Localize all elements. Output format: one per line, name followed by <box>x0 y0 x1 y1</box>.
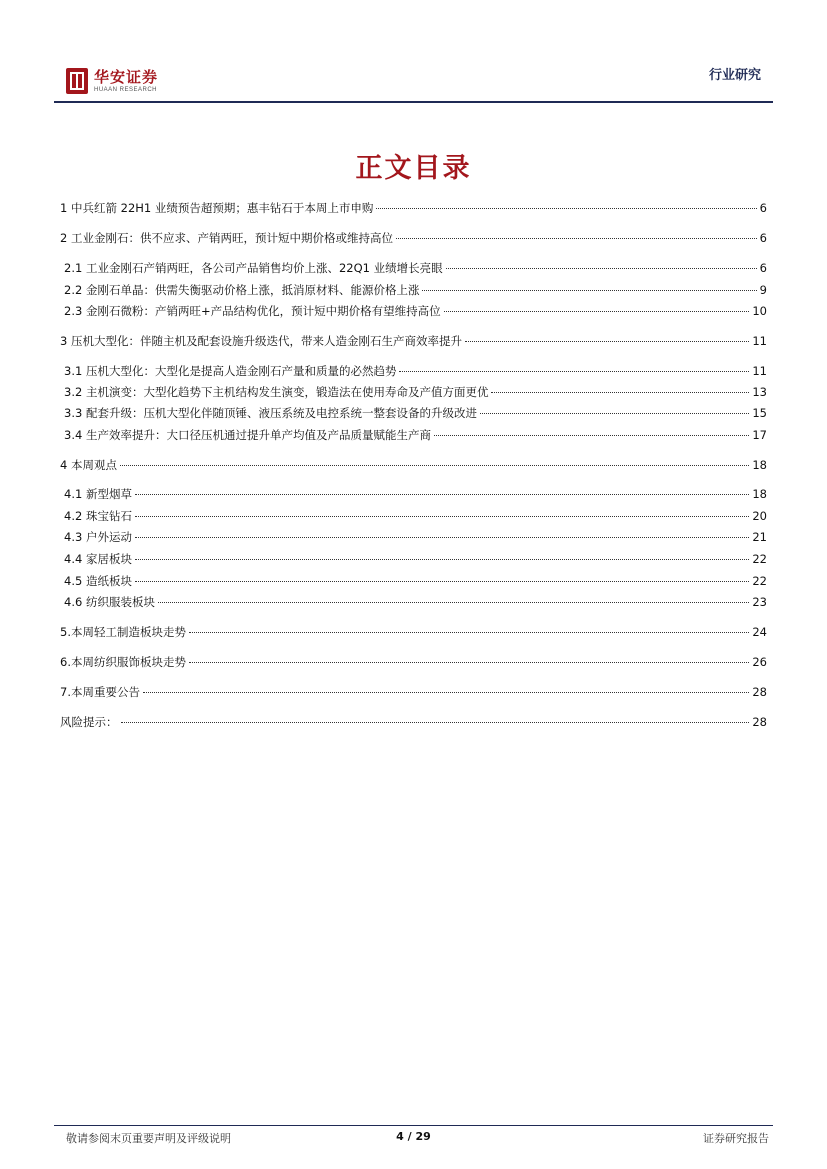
toc-entry[interactable] <box>60 333 767 349</box>
toc-entry-label: 3.3 配套升级：压机大型化伴随顶锤、液压系统及电控系统一整套设备的升级改进 <box>64 406 477 420</box>
toc-entry-page: 24 <box>752 625 767 639</box>
toc-entry-page: 22 <box>752 552 767 566</box>
toc-entry[interactable] <box>64 551 767 567</box>
toc-entry[interactable] <box>64 405 767 421</box>
toc-entry-page: 17 <box>752 428 767 442</box>
toc-entry-label: 4.2 珠宝钻石 <box>64 509 132 523</box>
toc-entry-page: 20 <box>752 509 767 523</box>
toc-entry[interactable] <box>64 427 767 443</box>
toc-entry-page: 6 <box>759 231 767 245</box>
footer-disclaimer: 敬请参阅末页重要声明及评级说明 <box>66 1132 231 1145</box>
toc-entry-page: 28 <box>752 715 767 729</box>
toc-entry[interactable] <box>64 260 767 276</box>
toc-entry[interactable] <box>64 573 767 589</box>
header-divider <box>54 101 773 103</box>
toc-entry-label: 4.5 造纸板块 <box>64 574 132 588</box>
toc-entry[interactable] <box>64 384 767 400</box>
report-category: 行业研究 <box>708 68 761 83</box>
toc-entry-label: 2.1 工业金刚石产销两旺，各公司产品销售均价上涨、22Q1 业绩增长亮眼 <box>64 261 443 275</box>
logo-seal-icon <box>66 68 88 94</box>
company-logo <box>66 66 226 100</box>
toc-entry-page: 11 <box>752 364 767 378</box>
toc-entry[interactable] <box>60 684 767 700</box>
toc-entry[interactable] <box>64 303 767 319</box>
toc-entry[interactable] <box>64 363 767 379</box>
toc-entry-page: 6 <box>759 201 767 215</box>
toc-entry-page: 11 <box>752 334 767 348</box>
toc-entry-page: 18 <box>752 487 767 501</box>
toc-entry-label: 3.2 主机演变：大型化趋势下主机结构发生演变，锻造法在使用寿命及产值方面更优 <box>64 385 489 399</box>
toc-entry[interactable] <box>64 594 767 610</box>
toc-entry[interactable] <box>60 624 767 640</box>
toc-entry[interactable] <box>64 282 767 298</box>
toc-entry-page: 9 <box>759 283 767 297</box>
page-number: 4 / 29 <box>396 1130 431 1143</box>
toc-entry-label: 3.4 生产效率提升：大口径压机通过提升单产均值及产品质量赋能生产商 <box>64 428 431 442</box>
toc-entry-page: 18 <box>752 458 767 472</box>
toc-entry-page: 10 <box>752 304 767 318</box>
toc-entry-page: 28 <box>752 685 767 699</box>
toc-entry-label: 5.本周轻工制造板块走势 <box>60 625 186 639</box>
toc-entry-page: 22 <box>752 574 767 588</box>
footer-doc-type: 证券研究报告 <box>703 1132 769 1145</box>
toc-entry[interactable] <box>64 486 767 502</box>
logo-cn-text: 华安证券 <box>94 68 159 86</box>
toc-entry-label: 6.本周纺织服饰板块走势 <box>60 655 186 669</box>
toc-entry-label: 2.2 金刚石单晶：供需失衡驱动价格上涨，抵消原材料、能源价格上涨 <box>64 283 420 297</box>
toc-entry-page: 23 <box>752 595 767 609</box>
toc-entry-label: 3 压机大型化：伴随主机及配套设施升级迭代，带来人造金刚石生产商效率提升 <box>60 334 462 348</box>
toc-entry[interactable] <box>60 200 767 216</box>
toc-entry-page: 21 <box>752 530 767 544</box>
toc-entry[interactable] <box>60 230 767 246</box>
toc-entry[interactable] <box>60 654 767 670</box>
logo-en-text: HUAAN RESEARCH <box>94 87 158 93</box>
toc-entry-page: 26 <box>752 655 767 669</box>
toc-entry-label: 4.1 新型烟草 <box>64 487 132 501</box>
toc-entry[interactable] <box>64 529 767 545</box>
toc-entry-label: 4.3 户外运动 <box>64 530 132 544</box>
toc-entry[interactable] <box>60 714 767 730</box>
footer-divider <box>54 1125 773 1126</box>
toc-entry-label: 4 本周观点 <box>60 458 117 472</box>
toc-entry-label: 1 中兵红箭 22H1 业绩预告超预期；惠丰钻石于本周上市申购 <box>60 201 374 215</box>
toc-entry-label: 2 工业金刚石：供不应求、产销两旺，预计短中期价格或维持高位 <box>60 231 393 245</box>
toc-entry[interactable] <box>60 457 767 473</box>
toc-entry[interactable] <box>64 508 767 524</box>
toc-entry-label: 4.6 纺织服装板块 <box>64 595 155 609</box>
page-title: 正文目录 <box>355 153 472 184</box>
toc-entry-label: 7.本周重要公告 <box>60 685 140 699</box>
toc-entry-label: 2.3 金刚石微粉：产销两旺+产品结构优化，预计短中期价格有望维持高位 <box>64 304 441 318</box>
toc-entry-page: 13 <box>752 385 767 399</box>
toc-entry-page: 6 <box>759 261 767 275</box>
toc-entry-label: 3.1 压机大型化：大型化是提高人造金刚石产量和质量的必然趋势 <box>64 364 397 378</box>
toc-entry-page: 15 <box>752 406 767 420</box>
toc-entry-label: 风险提示： <box>60 715 118 729</box>
toc-entry-label: 4.4 家居板块 <box>64 552 132 566</box>
